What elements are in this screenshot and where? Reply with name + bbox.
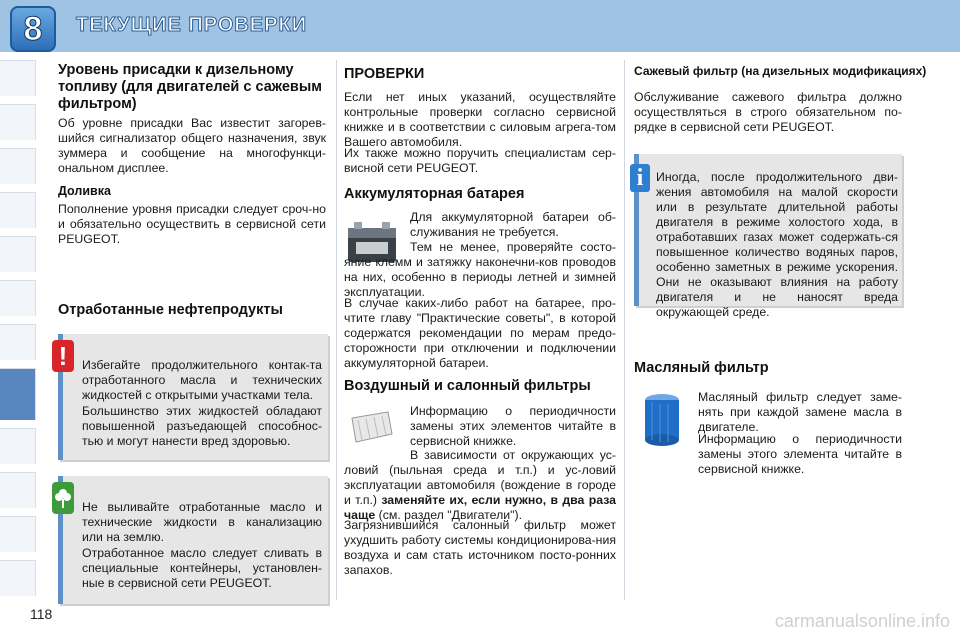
- battery-title: Аккумуляторная батарея: [344, 186, 525, 202]
- chapter-tab[interactable]: [0, 148, 36, 184]
- column-divider: [624, 60, 625, 600]
- warning-note-text-2: Большинство этих жидкостей обладают повышенной разъедающей способнос-тью и могут нанести вред здоровью.: [82, 404, 322, 448]
- fuel-additive-title: Уровень присадки к дизельному топливу (для двигателей с сажевым фильтром): [58, 62, 322, 112]
- filters-text-2b: заменяйте их, если нужно, в два раза чаще: [344, 493, 616, 522]
- refill-text: Пополнение уровня присадки следует сроч-но и обязательно осуществить в сервисной сети PEUGEOT.: [58, 202, 326, 246]
- dpf-title: Сажевый фильтр (на дизельных модификациях): [634, 64, 927, 78]
- page-number: 118: [30, 606, 53, 622]
- watermark: carmanualsonline.info: [774, 611, 950, 631]
- warning-exclamation-icon: !: [52, 340, 74, 372]
- cabin-filter-image: [348, 408, 396, 448]
- chapter-title: ТЕКУЩИЕ ПРОВЕРКИ: [76, 14, 308, 36]
- tree-icon: [52, 482, 74, 514]
- filters-text-2a: В зависимости от окружающих ус-ловий (пыльная среда и т.п.) и ус-ловий эксплуатации автомобиля (вождение в городе и т.п.): [344, 448, 616, 507]
- chapter-tabs: [0, 52, 36, 612]
- warning-note-text-1: Избегайте продолжительного контак-та отработанного масла и технических жидкостей с открытыми участками тела.: [82, 358, 322, 402]
- chapter-tab[interactable]: [0, 280, 36, 316]
- fuel-additive-text: Об уровне присадки Вас известит загорев-шийся сигнализатор общего назначения, звук зуммера и сообщение на многофункци-ональном дисплее.: [58, 116, 326, 175]
- chapter-number-badge: 8: [10, 6, 56, 52]
- chapter-tab[interactable]: [0, 560, 36, 596]
- used-products-title: Отработанные нефтепродукты: [58, 302, 283, 318]
- chapter-tab[interactable]: [0, 104, 36, 140]
- chapter-tab[interactable]: [0, 428, 36, 464]
- eco-note-text-2: Отработанное масло следует сливать в специальные контейнеры, установлен-ные в сервисной сети PEUGEOT.: [82, 546, 322, 590]
- refill-title: Доливка: [58, 184, 111, 198]
- chapter-tab-active[interactable]: [0, 368, 36, 420]
- battery-text-1: Для аккумуляторной батареи об-служивания не требуется.: [410, 210, 616, 239]
- chapter-tab[interactable]: [0, 236, 36, 272]
- column-divider: [336, 60, 337, 600]
- checks-text-2: Их также можно поручить специалистам сер-висной сети PEUGEOT.: [344, 146, 616, 175]
- filters-title: Воздушный и салонный фильтры: [344, 378, 591, 394]
- oil-filter-image: [640, 392, 684, 448]
- oil-filter-text-2: Информацию о периодичности замены этого элемента читайте в сервисной книжке.: [698, 432, 902, 476]
- checks-title: ПРОВЕРКИ: [344, 66, 425, 82]
- info-note-text: Иногда, после продолжительного дви-жения автомобиля на малой скорости или в результате длительной работы двигателя в режиме холостого хода, в отработавших газах может содержать-ся повышенное количество водяных паров, особенно заметных в режиме ускорения. Они не оказывают влияния на работу двигателя и не наносят вреда окружающей среде.: [656, 170, 898, 319]
- battery-text-3: В случае каких-либо работ на батарее, про-чтите главу "Практические советы", в которой содержатся рекомендации по мерам предо-сторожности при отключении и подключении аккумуляторной батареи.: [344, 296, 616, 370]
- filters-text-3: Загрязнившийся салонный фильтр может ухудшить работу системы кондиционирова-ния воздуха и сам стать источником посто-ронних запахов.: [344, 518, 616, 577]
- filters-text-2c: (см. раздел "Двигатели").: [378, 508, 522, 522]
- chapter-tab[interactable]: [0, 324, 36, 360]
- oil-filter-title: Масляный фильтр: [634, 360, 769, 376]
- chapter-tab[interactable]: [0, 516, 36, 552]
- filters-text-2: [344, 448, 616, 523]
- chapter-tab[interactable]: [0, 60, 36, 96]
- battery-text-2: Тем не менее, проверяйте состо-яние клемм и затяжку наконечни-ков проводов на них, особенно в периоды летней и зимней эксплуатации.: [344, 240, 616, 299]
- info-icon: i: [630, 164, 650, 192]
- oil-filter-text-1: Масляный фильтр следует заме-нять при каждой замене масла в двигателе.: [698, 390, 902, 434]
- dpf-text: Обслуживание сажевого фильтра должно осуществляться в строго обязательном по-рядке в сервисной сети PEUGEOT.: [634, 90, 902, 134]
- checks-text-1: Если нет иных указаний, осуществляйте контрольные проверки согласно сервисной книжке и в соответствии с силовым агрега-том Вашего автомобиля.: [344, 90, 616, 149]
- eco-note-text-1: Не выливайте отработанные масло и технические жидкости в канализацию или на землю.: [82, 500, 322, 544]
- chapter-tab[interactable]: [0, 472, 36, 508]
- chapter-tab[interactable]: [0, 192, 36, 228]
- filters-text-1: Информацию о периодичности замены этих элементов читайте в сервисной книжке.: [410, 404, 616, 448]
